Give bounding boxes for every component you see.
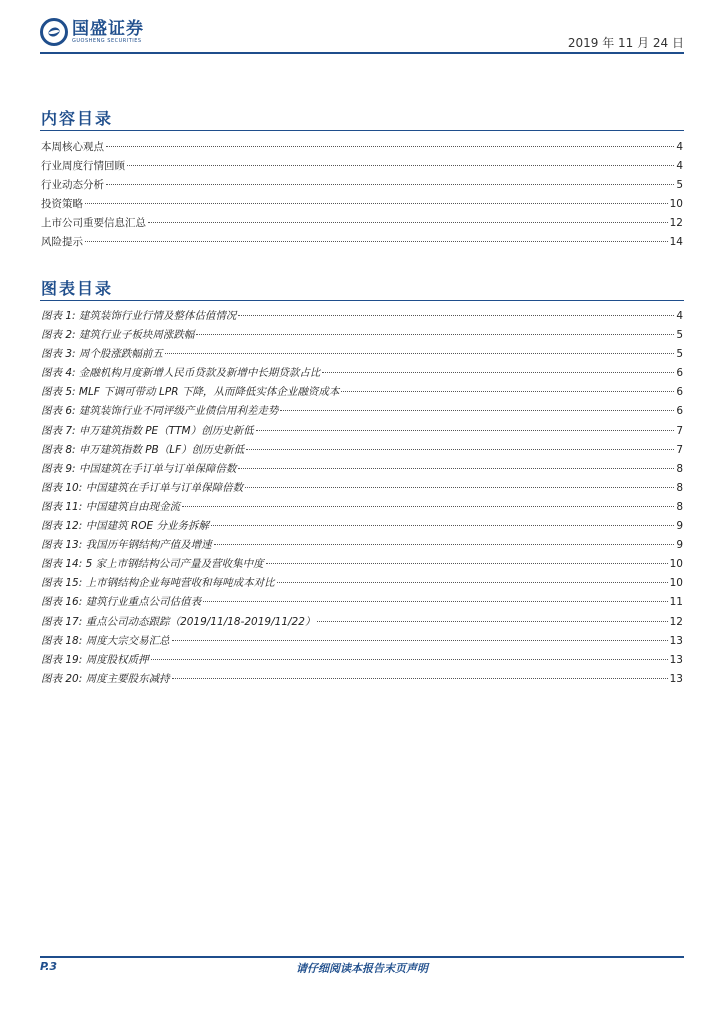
figure-entry-page: 5 (676, 329, 683, 342)
figure-entry[interactable] (41, 670, 683, 689)
figures-title-underline (40, 300, 684, 301)
figure-entry[interactable] (41, 479, 683, 498)
dot-leader (280, 410, 674, 411)
figure-entry[interactable] (41, 632, 683, 651)
dot-leader (238, 468, 674, 469)
contents-entry-label: 行业动态分析 (41, 179, 104, 192)
contents-entry[interactable] (41, 195, 683, 214)
dot-leader (172, 640, 668, 641)
figure-entry-label: 图表 2: 建筑行业子板块周涨跌幅 (41, 329, 195, 342)
figure-entry-page: 10 (669, 577, 683, 590)
figure-entry-label: 图表 13: 我国历年钢结构产值及增速 (41, 539, 212, 552)
dot-leader (256, 430, 675, 431)
figure-entry-label: 图表 9: 中国建筑在手订单与订单保障倍数 (41, 462, 237, 475)
figure-entry[interactable] (41, 613, 683, 632)
figure-entry-label: 图表 1: 建筑装饰行业行情及整体估值情况 (41, 310, 237, 322)
contents-entry[interactable] (41, 233, 683, 252)
contents-entry-label: 行业周度行情回顾 (41, 160, 125, 173)
dot-leader (266, 563, 668, 564)
logo-name: 国盛证券 (72, 19, 144, 39)
figure-entry-page: 9 (676, 520, 683, 533)
figure-entry-label: 图表 16: 建筑行业重点公司估值表 (41, 596, 202, 609)
figure-entry-page: 4 (676, 310, 683, 322)
page-header (40, 18, 684, 54)
figure-entry[interactable] (41, 383, 683, 402)
figure-entry-label: 图表 20: 周度主要股东减持 (41, 672, 170, 685)
dot-leader (106, 184, 674, 185)
contents-entry-page: 10 (669, 198, 683, 211)
dot-leader (196, 334, 674, 335)
figure-entry-label: 图表 18: 周度大宗交易汇总 (41, 634, 170, 647)
company-logo (40, 18, 144, 46)
dot-leader (127, 165, 674, 166)
figure-entry[interactable] (41, 402, 683, 421)
dot-leader (214, 544, 675, 545)
dot-leader (182, 506, 674, 507)
figures-title: 图表目录 (41, 279, 114, 298)
footer-divider (40, 956, 684, 958)
dot-leader (165, 353, 674, 354)
figure-entry[interactable] (41, 593, 683, 612)
dot-leader (211, 525, 674, 526)
dot-leader (106, 146, 674, 147)
figure-entry-label: 图表 17: 重点公司动态跟踪（2019/11/18-2019/11/22） (41, 615, 316, 628)
contents-entry[interactable] (41, 214, 683, 233)
figure-entry-label: 图表 12: 中国建筑 ROE 分业务拆解 (41, 520, 209, 533)
contents-entry-page: 4 (676, 141, 683, 153)
dot-leader (238, 315, 674, 316)
figure-entry-page: 10 (669, 558, 683, 571)
figure-entry-label: 图表 7: 申万建筑指数 PE（TTM）创历史新低 (41, 424, 254, 437)
figure-entry-page: 6 (676, 405, 683, 418)
dot-leader (277, 582, 668, 583)
figure-entry[interactable] (41, 555, 683, 574)
dot-leader (317, 621, 667, 622)
figure-entry[interactable] (41, 422, 683, 441)
contents-entry-page: 14 (669, 236, 683, 249)
dot-leader (85, 203, 668, 204)
figure-entry[interactable] (41, 307, 683, 326)
figure-entry-label: 图表 10: 中国建筑在手订单与订单保障倍数 (41, 481, 244, 494)
contents-entry-page: 5 (676, 179, 683, 192)
figure-entry[interactable] (41, 498, 683, 517)
figure-entry-page: 12 (669, 615, 683, 628)
logo-subtitle: GUOSHENG SECURITIES (72, 38, 142, 44)
figure-entry-page: 13 (669, 634, 683, 647)
dot-leader (151, 659, 668, 660)
contents-title: 内容目录 (41, 109, 114, 128)
figure-entry-label: 图表 4: 金融机构月度新增人民币贷款及新增中长期贷款占比 (41, 367, 321, 380)
contents-entry-label: 本周核心观点 (41, 141, 104, 153)
dot-leader (85, 241, 668, 242)
dot-leader (246, 449, 674, 450)
figure-entry-page: 5 (676, 348, 683, 361)
figure-entry-label: 图表 8: 申万建筑指数 PB（LF）创历史新低 (41, 443, 245, 456)
figure-entry-page: 8 (676, 481, 683, 494)
figure-entry-page: 13 (669, 672, 683, 685)
figure-entry[interactable] (41, 326, 683, 345)
figure-entry-page: 11 (669, 596, 683, 609)
figure-entry[interactable] (41, 651, 683, 670)
figure-entry-page: 7 (676, 424, 683, 437)
figure-entry-label: 图表 3: 周个股涨跌幅前五 (41, 348, 163, 361)
dot-leader (148, 222, 668, 223)
figure-entry-page: 7 (676, 443, 683, 456)
contents-entry[interactable] (41, 138, 683, 157)
dot-leader (172, 678, 668, 679)
figure-entry[interactable] (41, 574, 683, 593)
contents-entry[interactable] (41, 176, 683, 195)
figures-list (41, 307, 683, 689)
contents-title-underline (40, 130, 684, 131)
figure-entry-page: 8 (676, 500, 683, 513)
figure-entry-label: 图表 15: 上市钢结构企业每吨营收和每吨成本对比 (41, 577, 275, 590)
figure-entry-label: 图表 14: 5 家上市钢结构公司产量及营收集中度 (41, 558, 264, 571)
figure-entry-page: 9 (676, 539, 683, 552)
page-number: P.3 (40, 960, 58, 973)
dot-leader (322, 372, 674, 373)
figure-entry-page: 6 (676, 367, 683, 380)
contents-entry[interactable] (41, 157, 683, 176)
contents-list (41, 138, 683, 253)
header-divider (40, 52, 684, 54)
contents-entry-label: 上市公司重要信息汇总 (41, 217, 146, 230)
footer-disclaimer: 请仔细阅读本报告末页声明 (296, 962, 428, 975)
figure-entry-label: 图表 19: 周度股权质押 (41, 653, 149, 666)
figure-entry-page: 6 (676, 386, 683, 399)
contents-entry-label: 风险提示 (41, 236, 83, 249)
contents-entry-label: 投资策略 (41, 198, 83, 211)
figure-entry[interactable] (41, 441, 683, 460)
dot-leader (341, 391, 674, 392)
figure-entry-page: 8 (676, 462, 683, 475)
figure-entry-page: 13 (669, 653, 683, 666)
figure-entry-label: 图表 11: 中国建筑自由现金流 (41, 500, 181, 513)
figure-entry-label: 图表 5: MLF 下调可带动 LPR 下降，从而降低实体企业融资成本 (41, 386, 340, 399)
figure-entry[interactable] (41, 345, 683, 364)
contents-entry-page: 4 (676, 160, 683, 173)
figure-entry[interactable] (41, 517, 683, 536)
dot-leader (203, 601, 668, 602)
figure-entry[interactable] (41, 536, 683, 555)
report-date: 2019 年 11 月 24 日 (567, 36, 684, 50)
figure-entry-label: 图表 6: 建筑装饰行业不同评级产业债信用利差走势 (41, 405, 279, 418)
dot-leader (245, 487, 674, 488)
figure-entry[interactable] (41, 460, 683, 479)
contents-entry-page: 12 (669, 217, 683, 230)
logo-icon (40, 18, 68, 46)
figure-entry[interactable] (41, 364, 683, 383)
